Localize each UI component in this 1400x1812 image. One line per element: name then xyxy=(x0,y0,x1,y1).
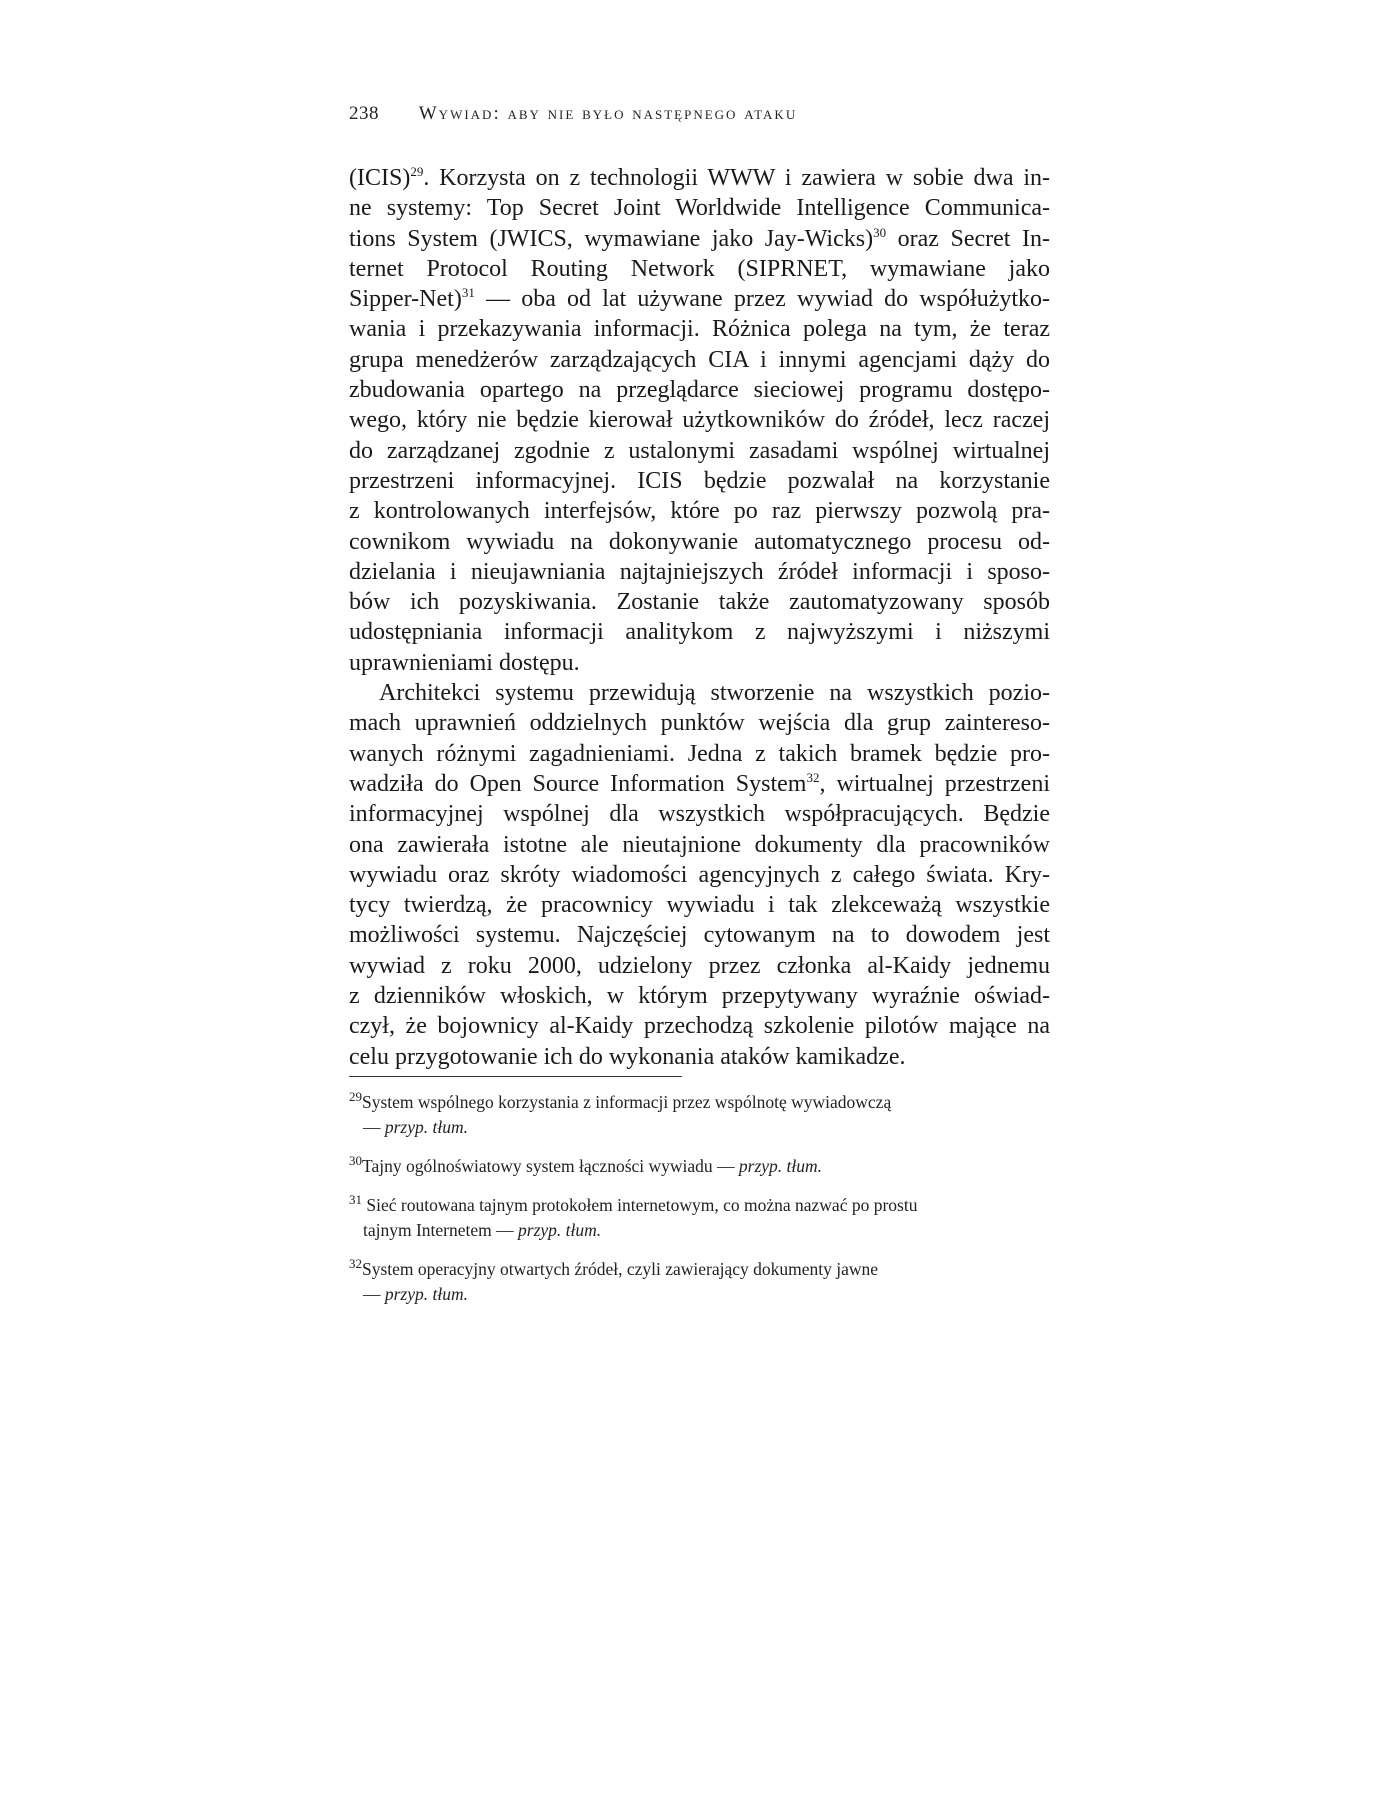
footnote-number: 30 xyxy=(349,1153,362,1169)
text-line xyxy=(349,557,1050,587)
text-line xyxy=(349,193,1050,223)
text-segment: cownikom wywiadu na dokonywanie automatycznego procesu od- xyxy=(349,528,1050,555)
text-line xyxy=(349,830,1050,860)
text-segment: tycy twierdzą, że pracownicy wywiadu i tak zlekceważą wszystkie xyxy=(349,892,1050,919)
text-segment: czył, że bojownicy al-Kaidy przechodzą szkolenie pilotów mające na xyxy=(349,1013,1050,1040)
text-segment: mach uprawnień oddzielnych punktów wejścia dla grup zaintereso- xyxy=(349,710,1050,737)
footnote-number: 32 xyxy=(349,1256,362,1272)
footnote-reference: 31 xyxy=(461,285,475,301)
text-segment: dzielania i nieujawniania najtajniejszych źródeł informacji i sposo- xyxy=(349,558,1050,585)
footnote-rule xyxy=(349,1076,682,1077)
footnote xyxy=(349,1090,1050,1140)
text-line xyxy=(349,799,1050,829)
text-line xyxy=(349,1011,1050,1041)
text-segment: celu przygotowanie ich do wykonania ataków kamikadze. xyxy=(349,1043,906,1070)
text-line xyxy=(349,224,1050,254)
text-segment: wadziła do Open Source Information System xyxy=(349,770,807,797)
text-line xyxy=(349,678,1050,708)
footnote xyxy=(349,1257,1050,1307)
text-segment: Architekci systemu przewidują stworzenie na wszystkich pozio- xyxy=(379,680,1050,707)
text-line xyxy=(349,436,1050,466)
footnote xyxy=(349,1193,1050,1243)
text-segment: wywiad z roku 2000, udzielony przez członka al-Kaidy jednemu xyxy=(349,952,1050,979)
footnote-text: Tajny ogólnoświatowy system łączności wywiadu — xyxy=(362,1156,735,1176)
footnote-reference: 32 xyxy=(806,769,820,785)
text-segment: oraz Secret In- xyxy=(886,225,1050,252)
text-line xyxy=(349,314,1050,344)
text-line xyxy=(349,617,1050,647)
footnote-number: 29 xyxy=(349,1089,362,1105)
text-line xyxy=(349,466,1050,496)
body-text xyxy=(349,163,1050,1072)
text-segment: Sipper-Net) xyxy=(349,286,462,313)
text-segment: z kontrolowanych interfejsów, które po raz pierwszy pozwolą pra- xyxy=(349,498,1050,525)
text-line xyxy=(349,284,1050,314)
text-segment: możliwości systemu. Najczęściej cytowanym na to dowodem jest xyxy=(349,922,1050,949)
footnote-reference: 30 xyxy=(873,224,887,240)
text-segment: uprawnieniami dostępu. xyxy=(349,649,580,676)
text-segment: z dzienników włoskich, w którym przepytywany wyraźnie oświad- xyxy=(349,983,1050,1010)
text-line xyxy=(349,254,1050,284)
text-segment: — oba od lat używane przez wywiad do współużytko- xyxy=(474,286,1050,313)
translator-note: przyp. tłum. xyxy=(518,1220,602,1240)
footnote-text: tajnym Internetem — xyxy=(363,1220,514,1240)
text-segment: zbudowania opartego na przeglądarce sieciowej programu dostępo- xyxy=(349,377,1050,404)
translator-note: przyp. tłum. xyxy=(384,1117,468,1137)
text-line xyxy=(349,739,1050,769)
text-line xyxy=(349,981,1050,1011)
translator-note: przyp. tłum. xyxy=(384,1284,468,1304)
running-header xyxy=(349,103,1049,125)
text-segment: bów ich pozyskiwania. Zostanie także zautomatyzowany sposób xyxy=(349,589,1050,616)
text-line xyxy=(349,769,1050,799)
text-segment: do zarządzanej zgodnie z ustalonymi zasadami wspólnej wirtualnej xyxy=(349,437,1050,464)
footnote-number: 31 xyxy=(349,1192,362,1208)
text-line xyxy=(349,163,1050,193)
footnote-text: — xyxy=(363,1117,381,1137)
footnote-reference: 29 xyxy=(410,164,424,179)
text-line xyxy=(349,587,1050,617)
text-line xyxy=(349,951,1050,981)
footnote xyxy=(349,1154,1050,1179)
text-segment: tions System (JWICS, wymawiane jako Jay-Wicks) xyxy=(349,225,874,252)
text-segment: . Korzysta on z technologii WWW i zawiera w sobie dwa in- xyxy=(423,165,1050,191)
text-line xyxy=(349,375,1050,405)
text-segment: ne systemy: Top Secret Joint Worldwide Intelligence Communica- xyxy=(349,195,1050,222)
text-segment: informacyjnej wspólnej dla wszystkich współpracujących. Będzie xyxy=(349,801,1050,828)
text-line xyxy=(349,1042,1050,1072)
text-segment: , wirtualnej przestrzeni xyxy=(819,770,1050,797)
footnotes xyxy=(349,1090,1050,1321)
footnote-continuation xyxy=(349,1115,1050,1140)
text-segment: ona zawierała istotne ale nieutajnione dokumenty dla pracowników xyxy=(349,831,1050,858)
translator-note: przyp. tłum. xyxy=(738,1156,823,1176)
footnote-text: System wspólnego korzystania z informacji przez wspólnotę wywiadowczą xyxy=(362,1092,892,1112)
text-segment: (ICIS) xyxy=(349,165,411,191)
text-line xyxy=(349,496,1050,526)
footnote-continuation xyxy=(349,1218,1050,1243)
text-segment: udostępniania informacji analitykom z najwyższymi i niższymi xyxy=(349,619,1050,646)
text-segment: wego, który nie będzie kierował użytkowników do źródeł, lecz raczej xyxy=(349,407,1050,434)
text-line xyxy=(349,920,1050,950)
chapter-title: Wywiad: aby nie było następnego ataku xyxy=(418,103,798,124)
text-line xyxy=(349,345,1050,375)
footnote-text: System operacyjny otwartych źródeł, czyli zawierający dokumenty jawne xyxy=(362,1259,879,1279)
text-segment: wanych różnymi zagadnieniami. Jedna z takich bramek będzie pro- xyxy=(349,740,1050,767)
text-segment: ternet Protocol Routing Network (SIPRNET, wymawiane jako xyxy=(349,255,1050,282)
text-line xyxy=(349,405,1050,435)
footnote-text: Sieć routowana tajnym protokołem internetowym, co można nazwać po prostu xyxy=(362,1195,918,1215)
footnote-text: — xyxy=(363,1284,381,1304)
text-segment: grupa menedżerów zarządzających CIA i innymi agencjami dąży do xyxy=(349,346,1050,373)
footnote-continuation xyxy=(349,1282,1050,1307)
text-line xyxy=(349,708,1050,738)
text-segment: przestrzeni informacyjnej. ICIS będzie pozwalał na korzystanie xyxy=(349,467,1050,494)
text-segment: wania i przekazywania informacji. Różnica polega na tym, że teraz xyxy=(349,316,1050,343)
text-segment: wywiadu oraz skróty wiadomości agencyjnych z całego świata. Kry- xyxy=(349,861,1050,888)
text-line xyxy=(349,860,1050,890)
page-number: 238 xyxy=(349,103,379,124)
text-line xyxy=(349,527,1050,557)
text-line xyxy=(349,648,1050,678)
text-line xyxy=(349,890,1050,920)
